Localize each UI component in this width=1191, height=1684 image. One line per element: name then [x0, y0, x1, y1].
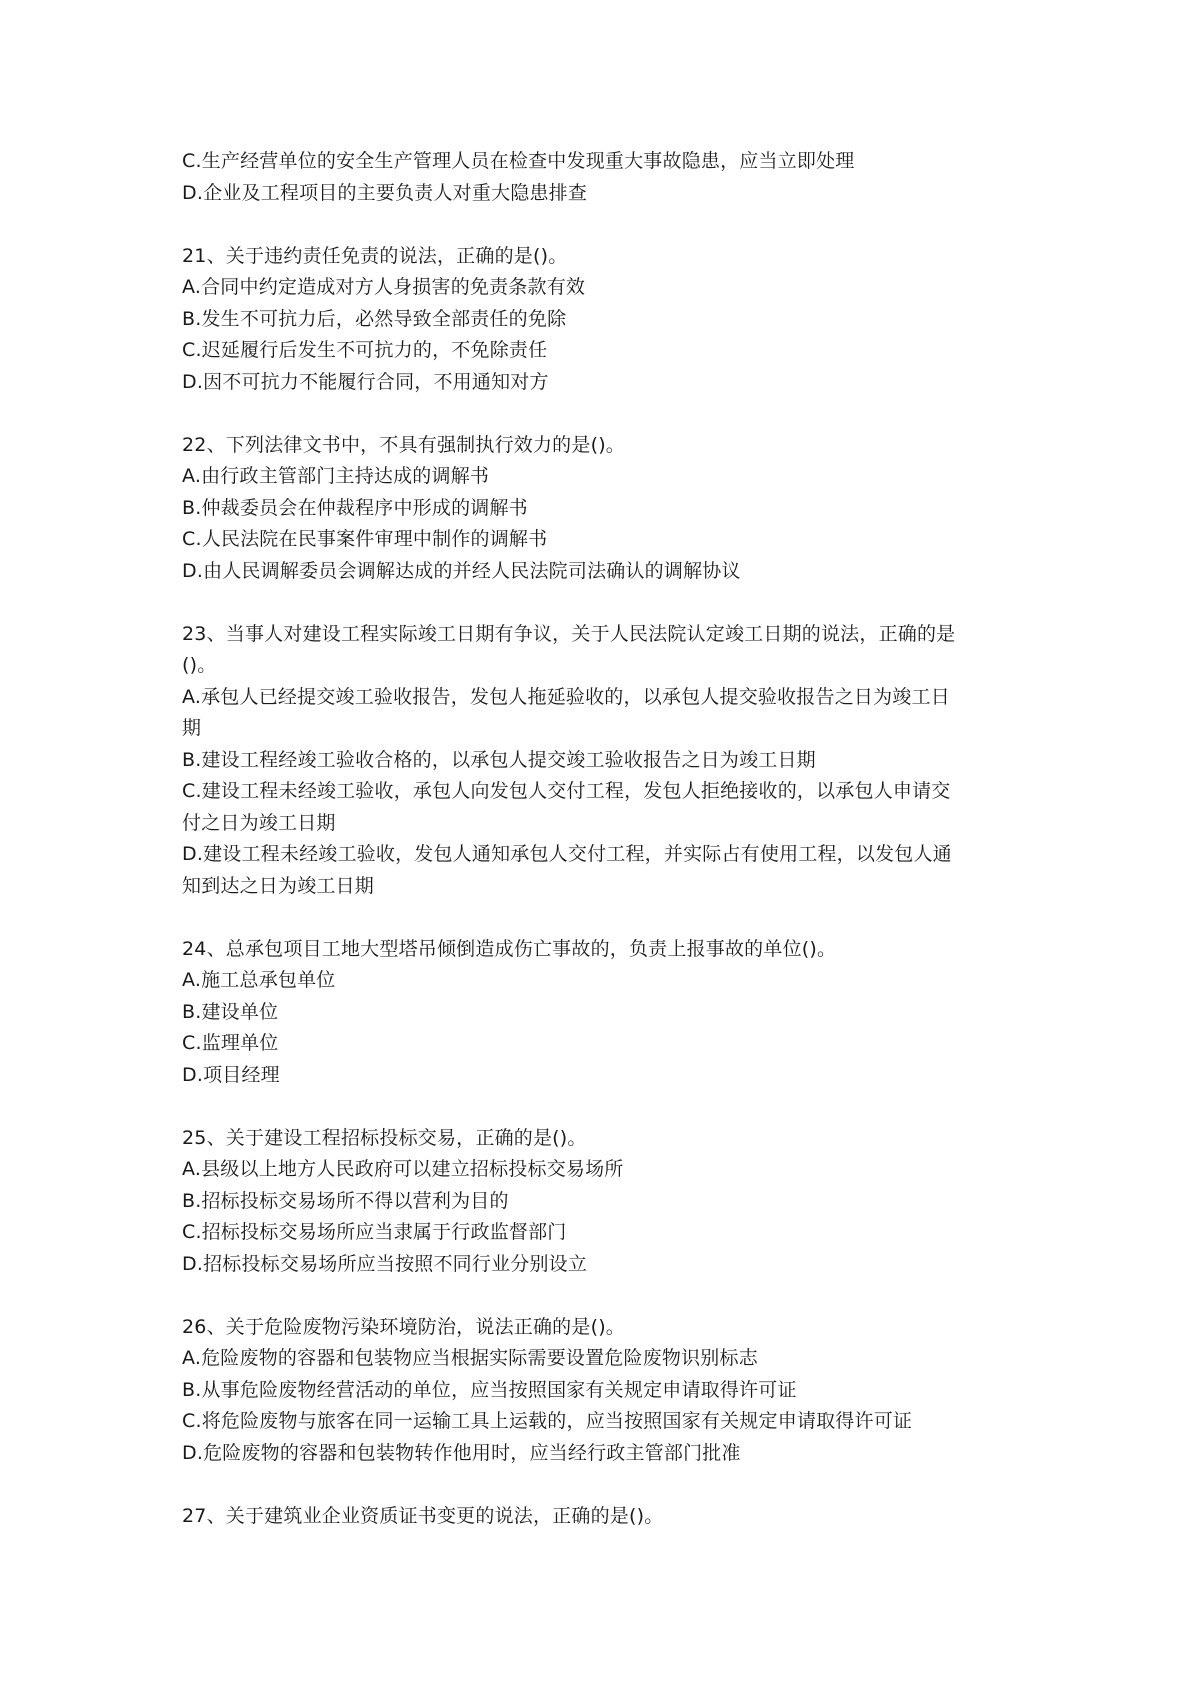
option-line: C.建设工程未经竣工验收，承包人向发包人交付工程，发包人拒绝接收的，以承包人申请交	[182, 780, 951, 802]
paragraph-gap	[182, 1469, 1022, 1501]
option-line: B.招标投标交易场所不得以营利为目的	[182, 1189, 509, 1212]
option-line: C.生产经营单位的安全生产管理人员在检查中发现重大事故隐患，应当立即处理	[182, 150, 855, 172]
option-line: D.建设工程未经竣工验收，发包人通知承包人交付工程，并实际占有使用工程，以发包人通	[182, 843, 952, 865]
question-21	[182, 241, 1022, 399]
question-stem: 21、关于违约责任免责的说法，正确的是()。	[182, 244, 568, 267]
option-line: C.将危险废物与旅客在同一运输工具上运载的，应当按照国家有关规定申请取得许可证	[182, 1410, 913, 1432]
paragraph-gap	[182, 398, 1022, 430]
question-stem: 24、总承包项目工地大型塔吊倾倒造成伤亡事故的，负责上报事故的单位()。	[182, 937, 837, 960]
option-line: A.危险废物的容器和包装物应当根据实际需要设置危险废物识别标志	[182, 1347, 758, 1369]
question-26	[182, 1312, 1022, 1470]
option-line-continued: 知到达之日为竣工日期	[182, 874, 375, 897]
option-line: B.从事危险废物经营活动的单位，应当按照国家有关规定申请取得许可证	[182, 1378, 797, 1401]
question-stem: 26、关于危险废物污染环境防治，说法正确的是()。	[182, 1315, 626, 1338]
question-stem: 22、下列法律文书中，不具有强制执行效力的是()。	[182, 433, 626, 456]
option-line: C.迟延履行后发生不可抗力的，不免除责任	[182, 339, 548, 361]
question-stem: 25、关于建设工程招标投标交易，正确的是()。	[182, 1126, 587, 1149]
option-line: C.招标投标交易场所应当隶属于行政监督部门	[182, 1221, 567, 1243]
option-line: B.建设工程经竣工验收合格的，以承包人提交竣工验收报告之日为竣工日期	[182, 748, 816, 771]
option-line: B.仲裁委员会在仲裁程序中形成的调解书	[182, 496, 528, 519]
question-stem: 23、当事人对建设工程实际竣工日期有争议，关于人民法院认定竣工日期的说法，正确的是	[182, 622, 956, 645]
option-line: A.合同中约定造成对方人身损害的免责条款有效	[182, 276, 586, 298]
option-line: A.县级以上地方人民政府可以建立招标投标交易场所	[182, 1158, 624, 1180]
option-line: C.监理单位	[182, 1032, 279, 1054]
question-27	[182, 1501, 1022, 1533]
lead-options	[182, 146, 1022, 209]
question-25	[182, 1123, 1022, 1281]
question-24	[182, 934, 1022, 1092]
option-line: D.因不可抗力不能履行合同，不用通知对方	[182, 370, 549, 393]
question-stem: 27、关于建筑业企业资质证书变更的说法，正确的是()。	[182, 1504, 664, 1527]
paragraph-gap	[182, 1280, 1022, 1312]
option-line: B.建设单位	[182, 1000, 279, 1023]
option-line-continued: 期	[182, 717, 202, 739]
option-line: A.承包人已经提交竣工验收报告，发包人拖延验收的，以承包人提交验收报告之日为竣工日	[182, 685, 950, 708]
option-line: D.危险废物的容器和包装物转作他用时，应当经行政主管部门批准	[182, 1441, 741, 1464]
question-23	[182, 619, 1022, 903]
paragraph-gap	[182, 209, 1022, 241]
option-line: A.施工总承包单位	[182, 969, 336, 991]
option-line: D.企业及工程项目的主要负责人对重大隐患排查	[182, 181, 588, 204]
question-22	[182, 430, 1022, 588]
question-stem-continued: ()。	[182, 654, 217, 676]
paragraph-gap	[182, 1091, 1022, 1123]
paragraph-gap	[182, 587, 1022, 619]
option-line: C.人民法院在民事案件审理中制作的调解书	[182, 528, 548, 550]
option-line: D.项目经理	[182, 1063, 280, 1086]
option-line: A.由行政主管部门主持达成的调解书	[182, 465, 490, 487]
option-line-continued: 付之日为竣工日期	[182, 811, 336, 834]
option-line: D.由人民调解委员会调解达成的并经人民法院司法确认的调解协议	[182, 559, 741, 582]
option-line: D.招标投标交易场所应当按照不同行业分别设立	[182, 1252, 588, 1275]
paragraph-gap	[182, 902, 1022, 934]
document-page	[182, 146, 1022, 1532]
option-line: B.发生不可抗力后，必然导致全部责任的免除	[182, 307, 567, 330]
